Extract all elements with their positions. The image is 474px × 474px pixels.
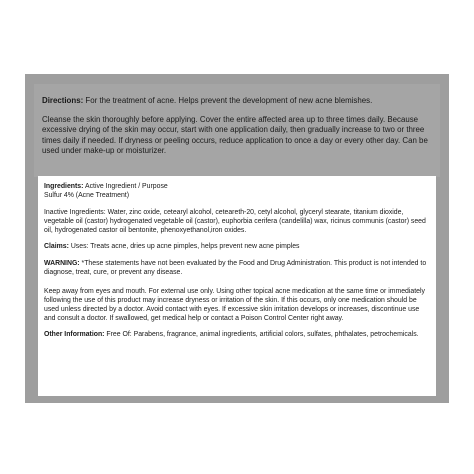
warning-text: *These statements have not been evaluated by the Food and Drug Administration. This product is not intended to diagnose, treat, cure, or prevent any disease. — [44, 259, 427, 276]
directions-lead: For the treatment of acne. Helps prevent the development of new acne blemishes. — [85, 96, 373, 105]
ingredients-line — [44, 182, 430, 191]
warning-details: Keep away from eyes and mouth. For external use only. Using other topical acne medication at the same time or immediately following the use of this product may increase dryness or irritation of the skin. If this occurs, only one medication should be used unless directed by a doctor. Avoid contact with eyes. If excessive skin irritation develops or increases, discontinue use and consult a doctor. If swallowed, get medical help or contact a Poison Control Center right away. — [44, 287, 425, 323]
warning-label: WARNING: — [44, 259, 80, 267]
claims-line — [44, 242, 430, 251]
directions-panel — [34, 84, 440, 177]
directions-body: Cleanse the skin thoroughly before applying. Cover the entire affected area up to three times daily. Because excessive drying of the skin may occur, start with one application daily, then gradually increase to two or three times daily if needed. If dryness or peeling occurs, reduce application to once a day or every other day. Can be used under make-up or moisturizer. — [42, 115, 428, 155]
inactive-ingredients: Inactive Ingredients: Water, zinc oxide, cetearyl alcohol, ceteareth-20, cetyl alcohol, glyceryl stearate, titanium dioxide, vegetable oil (castor) hydrogenated vegetable oil (castor), euphorbia cerifera (candelilla) wax, ricinus communis (castor) seed oil, hydrogenated castor oil bentonite, phenoxyethanol,iron oxides. — [44, 209, 426, 235]
directions-line — [42, 96, 432, 106]
warning-line — [44, 259, 430, 277]
other-information-label: Other Information: — [44, 331, 105, 339]
ingredients-label: Ingredients: — [44, 183, 84, 190]
ingredients-header: Active Ingredient / Purpose — [84, 183, 168, 190]
active-ingredient: Sulfur 4% (Acne Treatment) — [44, 192, 130, 200]
claims-label: Claims: — [44, 243, 69, 251]
info-panel — [38, 176, 436, 396]
claims-text: Uses: Treats acne, dries up acne pimples, helps prevent new acne pimples — [70, 243, 300, 251]
label-frame — [25, 74, 449, 403]
directions-label: Directions: — [42, 96, 84, 105]
other-information-text: Free Of: Parabens, fragrance, animal ingredients, artificial colors, sulfates, phthalates, petrochemicals. — [106, 331, 419, 339]
other-information-line — [44, 330, 430, 339]
